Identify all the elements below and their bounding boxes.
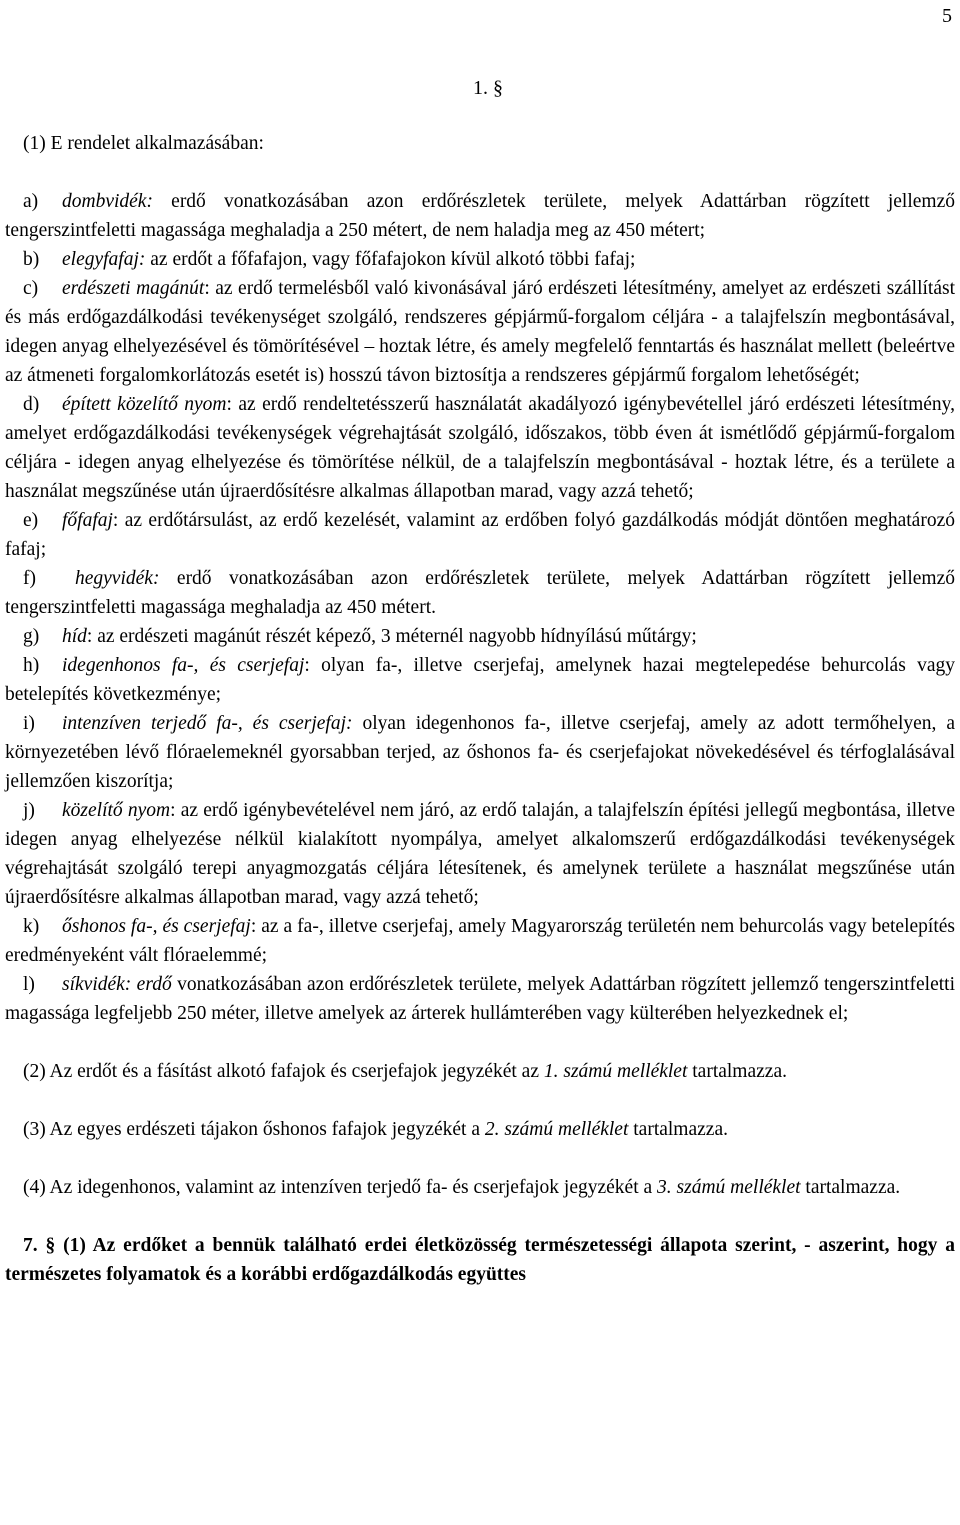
definition-term: hegyvidék: [75, 568, 160, 589]
definition-term: közelítő nyom [62, 800, 171, 821]
definition-f [5, 564, 955, 622]
definition-b [5, 245, 955, 274]
definition-k [5, 912, 955, 970]
definition-term: épített közelítő nyom [62, 394, 227, 415]
definition-letter: e) [23, 510, 39, 531]
definition-letter: j) [23, 800, 35, 821]
definition-term: őshonos fa-, és cserjefaj [62, 916, 251, 937]
section-7-text: 7. § (1) Az erdőket a bennük található erdei életközösség természetességi állapota szerint, - aszerint, hogy a természetes folyamatok és a korábbi erdőgazdálkodás együttes [5, 1235, 955, 1285]
intro-paragraph: (1) E rendelet alkalmazásában: [23, 133, 264, 154]
definition-letter: b) [23, 249, 40, 270]
section-heading: 1. § [473, 77, 503, 99]
paragraph-text: tartalmazza. [687, 1061, 787, 1082]
definition-text: erdő vonatkozásában azon erdőrészletek területe, melyek Adattárban rögzített jellemző tengerszintfeletti magassága meghaladja az 450 métert. [5, 568, 955, 618]
paragraph-text: (4) Az idegenhonos, valamint az intenzíven terjedő fa- és cserjefajok jegyzékét a [23, 1177, 658, 1198]
definition-letter: c) [23, 278, 39, 299]
definition-term: elegyfafaj: [62, 249, 146, 270]
definition-text: : olyan fa-, illetve cserjefaj, amelynek hazai megtelepedése behurcolás vagy betelepítés következménye; [5, 655, 955, 705]
definition-term: erdészeti magánút [62, 278, 205, 299]
paragraph-text: (3) Az egyes erdészeti tájakon őshonos fafajok jegyzékét a [23, 1119, 485, 1140]
definition-text: : az erdő rendeltetésszerű használatát akadályozó igénybevétellel járó erdészeti létesítmény, amelyet erdőgazdálkodási tevékenységek végrehajtását szolgáló, időszakos, több éven át ismétlődő gépjármű-forgalom céljára - idegen anyag elhelyezése és tömörítése nélkül, de a talajfelszín megbontásával - hoztak létre, és a területe a használat megszűnése után újraerdősítésre alkalmas állapotban marad, vagy azzá tehető; [5, 394, 955, 502]
definition-g [5, 622, 955, 651]
definition-text: vonatkozásában azon erdőrészletek területe, melyek Adattárban rögzített jellemző tengerszintfeletti magassága legfeljebb 250 méter, illetve amelyek az árterek hullámterében vagy külterében helyezkednek el; [5, 974, 956, 1024]
definition-c [5, 274, 955, 390]
definition-term: idegenhonos fa-, és cserjefaj [62, 655, 305, 676]
section-7-paragraph [5, 1231, 955, 1289]
annex-reference: 3. számú melléklet [657, 1177, 801, 1198]
definition-text: : az erdőtársulást, az erdő kezelését, valamint az erdőben folyó gazdálkodás módját döntően meghatározó fafaj; [5, 510, 955, 560]
definition-i [5, 709, 955, 796]
document-body [5, 129, 955, 1309]
definition-letter: g) [23, 626, 40, 647]
definition-term: síkvidék: erdő [62, 974, 172, 995]
page-number: 5 [942, 5, 952, 27]
definition-text: : az a fa-, illetve cserjefaj, amely Magyarország területén nem behurcolás vagy betelepítés eredményeként vált flóraelemmé; [5, 916, 955, 966]
definition-term: híd [62, 626, 87, 647]
definition-text: : az erdő igénybevételével nem járó, az erdő talaján, a talajfelszín építési jellegű megbontása, illetve idegen anyag elhelyezése nélkül kialakított nyompálya, amelyet alkalomszerű erdőgazdálkodási tevékenységek végrehajtását szolgáló terepi anyagmozgatás céljára létesítenek, és amelynek területe a használat megszűnése után újraerdősítésre alkalmas állapotban marad, vagy azzá tehető; [5, 800, 956, 908]
definition-term: intenzíven terjedő fa-, és cserjefaj: [62, 713, 353, 734]
paragraph-4 [5, 1173, 955, 1202]
definition-list [5, 187, 955, 1028]
definition-letter: i) [23, 713, 35, 734]
paragraph-2 [5, 1057, 955, 1086]
definition-letter: l) [23, 974, 35, 995]
annex-reference: 1. számú melléklet [543, 1061, 688, 1082]
definition-term: főfafaj [62, 510, 113, 531]
paragraph-text: (2) Az erdőt és a fásítást alkotó fafajok és cserjefajok jegyzékét az [23, 1061, 544, 1082]
paragraph-text: tartalmazza. [628, 1119, 728, 1140]
definition-h [5, 651, 955, 709]
definition-letter: a) [23, 191, 39, 212]
definition-text: : az erdészeti magánút részét képező, 3 méternél nagyobb hídnyílású műtárgy; [86, 626, 697, 647]
definition-letter: k) [23, 916, 40, 937]
paragraph-3 [5, 1115, 955, 1144]
definition-a [5, 187, 955, 245]
definition-text: az erdőt a főfafajon, vagy főfafajokon kívül alkotó többi fafaj; [145, 249, 636, 270]
definition-text: : az erdő termelésből való kivonásával járó erdészeti létesítmény, amelyet az erdészeti szállítást és más erdőgazdálkodási tevékenységet szolgáló, rendszeres gépjármű-forgalom céljára - a talajfelszín megbontásával, idegen anyag elhelyezésével és tömörítésével – hoztak létre, és amely megfelelő fenntartás és használat mellett (beleértve az átmeneti forgalomkorlátozás esetét is) hosszú távon biztosítja a rendszeres gépjármű forgalom lehetőségét; [5, 278, 955, 386]
definition-letter: h) [23, 655, 40, 676]
definition-letter: f) [23, 568, 36, 589]
definition-letter: d) [23, 394, 40, 415]
definition-e [5, 506, 955, 564]
definition-l [5, 970, 955, 1028]
paragraph-text: tartalmazza. [800, 1177, 901, 1198]
definition-text: erdő vonatkozásában azon erdőrészletek területe, melyek Adattárban rögzített jellemző tengerszintfeletti magassága meghaladja a 250 métert, de nem haladja meg az 450 métert; [5, 191, 955, 241]
annex-reference: 2. számú melléklet [484, 1119, 629, 1140]
definition-term: dombvidék: [62, 191, 153, 212]
definition-text: olyan idegenhonos fa-, illetve cserjefaj, amely az adott termőhelyen, a környezetében lévő flóraelemeknél gyorsabban terjed, az őshonos fa- és cserjefajokat növekedésével és térfoglalásával jellemzően kiszorítja; [5, 713, 955, 792]
definition-j [5, 796, 955, 912]
definition-d [5, 390, 955, 506]
